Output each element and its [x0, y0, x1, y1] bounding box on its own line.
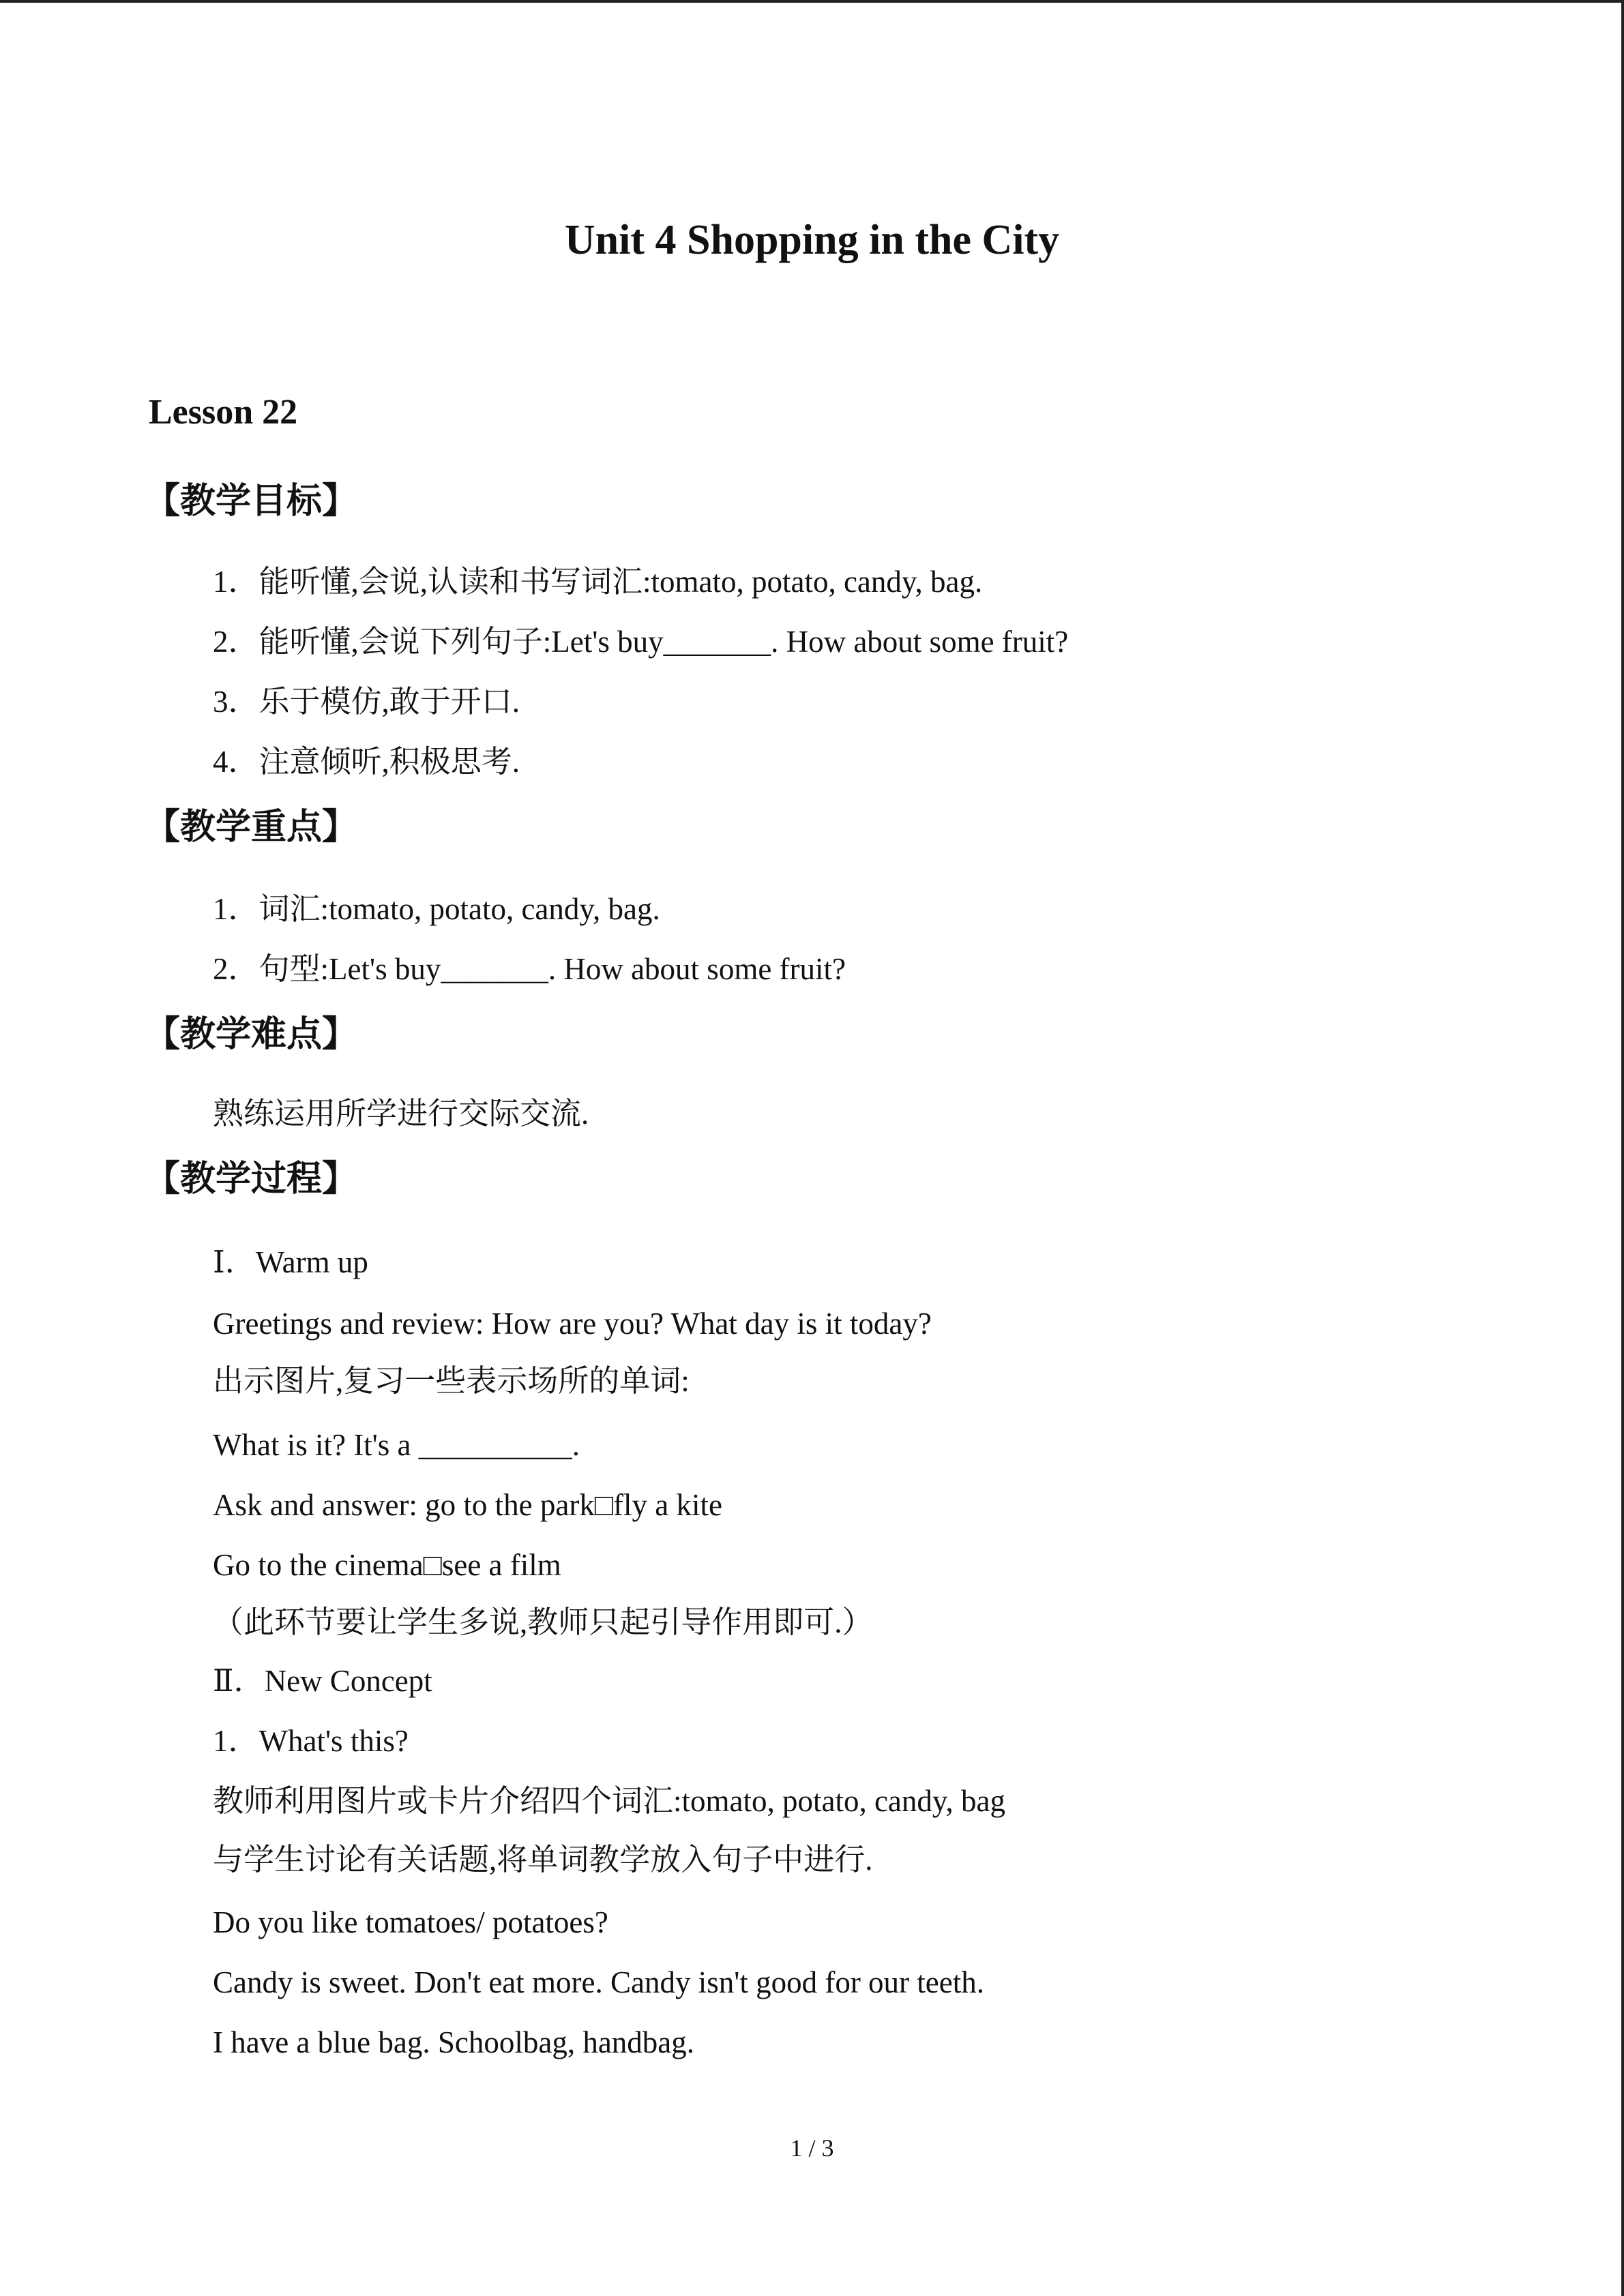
objective-line: 1．能听懂,会说,认读和书写词汇:tomato, potato, candy, bag. — [213, 565, 983, 599]
process-line: Ask and answer: go to the park□fly a kite — [213, 1488, 722, 1522]
process-line: I have a blue bag. Schoolbag, handbag. — [213, 2025, 695, 2059]
key-point-line: 2．句型:Let's buy_______. How about some fruit? — [213, 952, 846, 986]
page-top-border — [0, 0, 1624, 3]
objective-line: 2．能听懂,会说下列句子:Let's buy_______. How about some fruit? — [213, 625, 1069, 659]
page-number: 1 / 3 — [790, 2134, 834, 2162]
process-line: 出示图片,复习一些表示场所的单词: — [213, 1364, 690, 1398]
objective-line: 4．注意倾听,积极思考. — [213, 745, 520, 779]
process-line: Ⅰ．Warm up — [213, 1245, 368, 1279]
process-line: Go to the cinema□see a film — [213, 1548, 561, 1582]
objective-line: 3．乐于模仿,敢于开口. — [213, 685, 520, 719]
page-right-border — [1621, 0, 1624, 2296]
process-line: Ⅱ．New Concept — [213, 1664, 432, 1698]
key-point-line: 1．词汇:tomato, potato, candy, bag. — [213, 892, 660, 926]
process-line: 教师利用图片或卡片介绍四个词汇:tomato, potato, candy, bag — [213, 1784, 1005, 1818]
document-title: Unit 4 Shopping in the City — [564, 217, 1060, 263]
section-heading-difficulties: 【教学难点】 — [145, 1014, 358, 1055]
process-line: （此环节要让学生多说,教师只起引导作用即可.） — [213, 1605, 873, 1639]
process-line: Candy is sweet. Don't eat more. Candy isn't good for our teeth. — [213, 1965, 984, 1999]
lesson-heading: Lesson 22 — [149, 393, 298, 432]
section-heading-process: 【教学过程】 — [145, 1159, 358, 1199]
section-heading-objectives: 【教学目标】 — [145, 481, 358, 522]
process-line: What is it? It's a __________. — [213, 1428, 580, 1462]
section-heading-key-points: 【教学重点】 — [145, 807, 358, 848]
difficulty-line: 熟练运用所学进行交际交流. — [213, 1097, 589, 1131]
process-line: Do you like tomatoes/ potatoes? — [213, 1905, 608, 1939]
process-line: Greetings and review: How are you? What day is it today? — [213, 1307, 932, 1341]
process-line: 1．What's this? — [213, 1724, 409, 1758]
process-line: 与学生讨论有关话题,将单词教学放入句子中进行. — [213, 1843, 873, 1877]
